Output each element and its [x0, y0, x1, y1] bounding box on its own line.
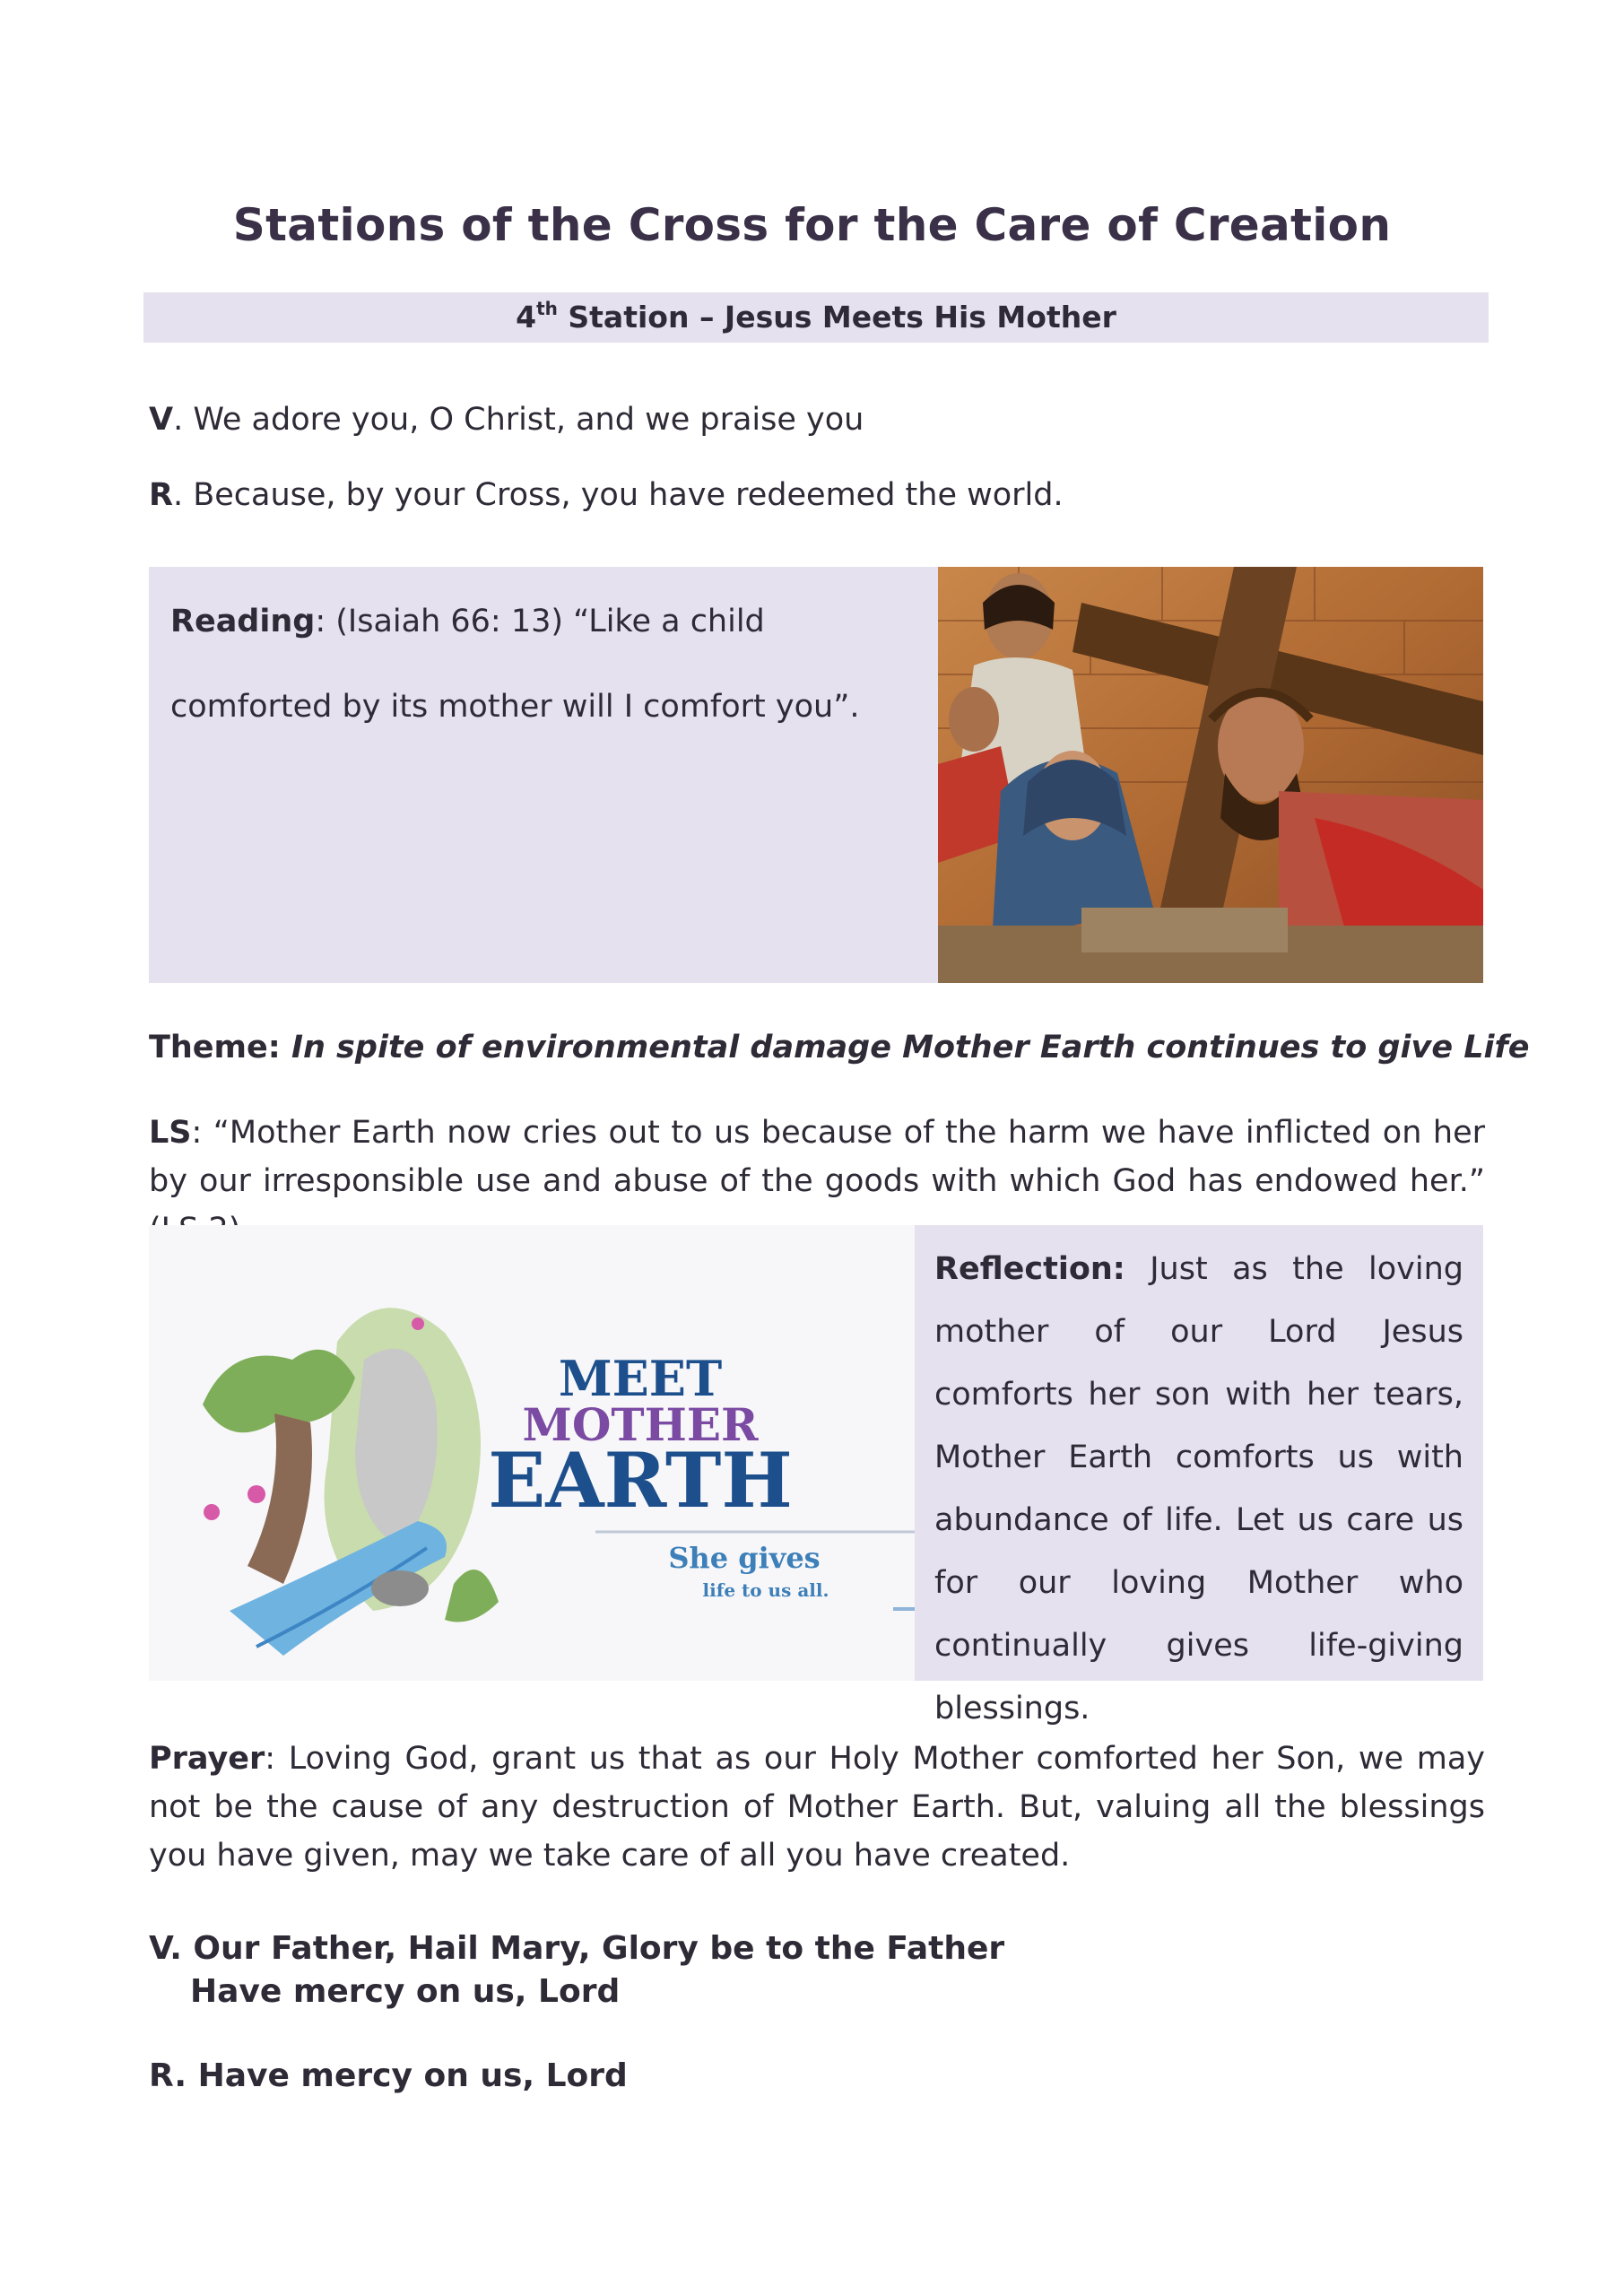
versicle-line	[149, 402, 864, 438]
reflection-box	[915, 1225, 1483, 1726]
reading-box	[149, 567, 938, 983]
prayer-text: : Loving God, grant us that as our Holy Mother comforted her Son, we may not be the cause of any destruction of Mother Earth. But, valuing all the blessings you have given, may we take care of all you have created.	[149, 1741, 1485, 1874]
station-title: Station – Jesus Meets His Mother	[557, 300, 1116, 335]
theme-text: In spite of environmental damage Mother Earth continues to give Life	[291, 1030, 1530, 1065]
closing-versicle: V. Our Father, Hail Mary, Glory be to the Father	[149, 1930, 1005, 1967]
theme-line: Theme: In spite of environmental damage Mother Earth continues to give Life	[149, 1030, 1530, 1065]
poster-tagline: She gives	[668, 1541, 821, 1575]
reflection-text: Just as the loving mother of our Lord Jesus comforts her son with her tears, Mother Earth comforts us with abundance of life. Let us care us for our loving Mother who continually gives life-giving blessings.	[934, 1251, 1463, 1726]
response-line	[149, 477, 1064, 513]
ls-text: : “Mother Earth now cries out to us because of the harm we have inflicted on her by our irresponsible use and abuse of the goods with which God has endowed her.”	[149, 1115, 1485, 1199]
station-number: 4	[516, 300, 537, 335]
response-text: . Because, by your Cross, you have redeemed the world.	[172, 477, 1064, 513]
versicle-text: . We adore you, O Christ, and we praise you	[173, 402, 864, 438]
station-heading	[143, 292, 1489, 343]
poster-illustration	[149, 1225, 915, 1681]
reflection-paragraph	[934, 1238, 1463, 1740]
poster-earth: EARTH	[488, 1436, 793, 1525]
meet-mother-earth-poster	[149, 1225, 915, 1681]
painting-illustration	[938, 567, 1483, 983]
closing-versicle-2: Have mercy on us, Lord	[190, 1973, 621, 2010]
station-ordinal: th	[536, 298, 558, 319]
jesus-meets-mother-painting	[938, 567, 1483, 983]
closing-response: R. Have mercy on us, Lord	[149, 2057, 628, 2094]
page-title: Stations of the Cross for the Care of Creation	[232, 199, 1392, 251]
reflection-label: Reflection:	[934, 1251, 1125, 1287]
reading-text: : (Isaiah 66: 13) “Like a child comforted by its mother will I comfort you”.	[170, 604, 860, 725]
ls-label: LS	[149, 1115, 192, 1151]
reading-paragraph	[170, 579, 924, 750]
poster-mother: MOTHER	[522, 1398, 759, 1451]
prayer-label: Prayer	[149, 1741, 265, 1777]
reading-label: Reading	[170, 604, 316, 639]
poster-meet: MEET	[558, 1350, 723, 1407]
poster-tagline-2: life to us all.	[702, 1579, 829, 1601]
theme-label: Theme	[149, 1030, 268, 1065]
versicle-label: V	[149, 402, 174, 438]
prayer-paragraph	[149, 1735, 1485, 1880]
response-label: R	[149, 477, 173, 513]
